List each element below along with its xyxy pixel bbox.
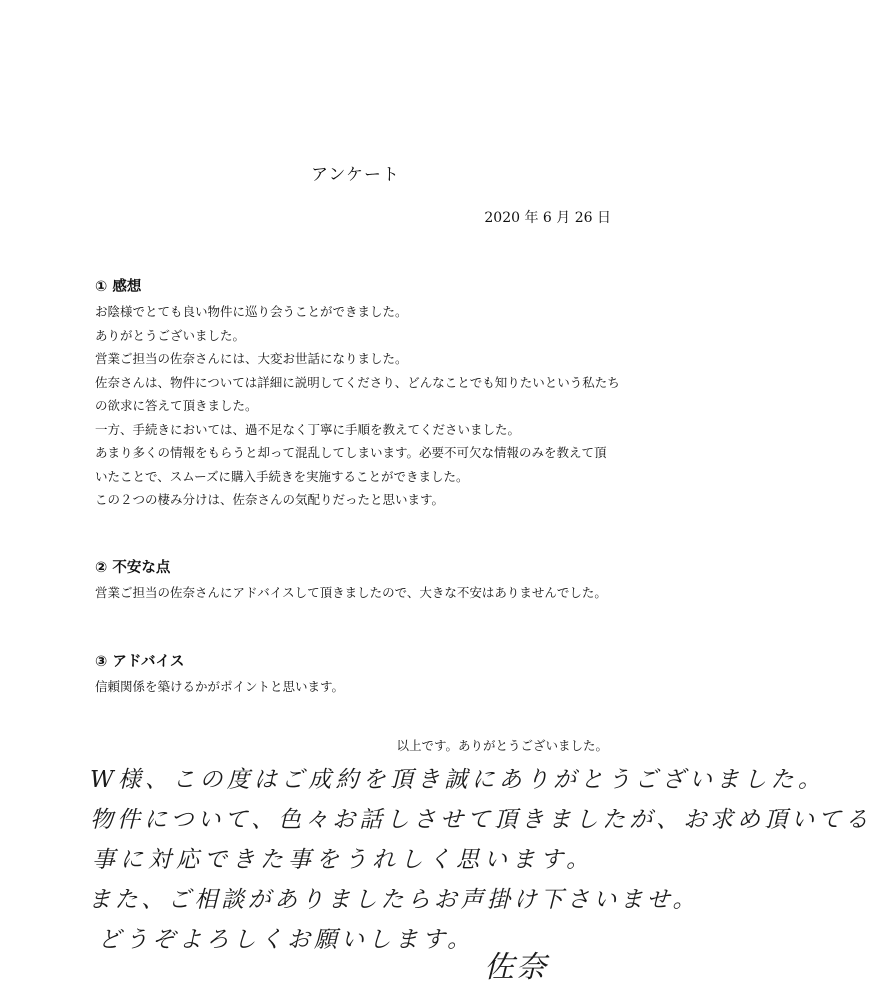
handwritten-reply <box>84 760 872 960</box>
text-line: お陰様でとても良い物件に巡り会うことができました。 <box>95 304 408 319</box>
section-body <box>95 300 635 512</box>
handwritten-line: 物件について、色々お話しさせて頂きましたが、お求め頂いてる <box>90 807 872 833</box>
handwritten-signature: 佐奈 <box>484 950 548 985</box>
section-body <box>95 581 635 605</box>
closing-remark: 以上です。ありがとうございました。 <box>396 738 608 753</box>
section-heading: ② 不安な点 <box>95 560 171 576</box>
handwritten-line: 事に対応できた事をうれしく思います。 <box>92 847 595 873</box>
text-line: ありがとうございました。 <box>95 327 246 343</box>
text-line: この２つの棲み分けは、佐奈さんの気配りだったと思います。 <box>95 492 445 507</box>
text-line: いたことで、スムーズに購入手続きを実施することができました。 <box>95 468 469 484</box>
text-line: 営業ご担当の佐奈さんには、大変お世話になりました。 <box>95 351 408 366</box>
text-line: 佐奈さんは、物件については詳細に説明してくださり、どんなことでも知りたいという私たち <box>95 374 620 390</box>
section-concerns <box>95 557 635 605</box>
text-line: 一方、手続きにおいては、過不足なく丁寧に手順を教えてくださいました。 <box>95 421 521 437</box>
handwritten-line: また、ご相談がありましたらお声掛け下さいませ。 <box>88 887 700 913</box>
section-impressions <box>95 276 635 512</box>
handwritten-line: どうぞよろしくお願いします。 <box>98 927 475 953</box>
text-line: あまり多くの情報をもらうと却って混乱してしまいます。必要不可欠な情報のみを教えて頂 <box>95 445 607 460</box>
text-line: 信頼関係を築けるかがポイントと思います。 <box>95 679 345 694</box>
section-heading: ① 感想 <box>95 279 142 295</box>
text-line: 営業ご担当の佐奈さんにアドバイスして頂きましたので、大きな不安はありませんでした。 <box>95 585 607 600</box>
document-title: アンケート <box>311 165 400 185</box>
section-heading: ③ アドバイス <box>95 654 185 670</box>
section-advice <box>95 651 635 699</box>
section-body <box>95 675 635 699</box>
handwritten-line: W様、この度はご成約を頂き誠にありがとうございました。 <box>90 767 826 793</box>
text-line: の欲求に答えて頂きました。 <box>95 398 258 413</box>
document-date: 2020 年 6 月 26 日 <box>484 210 611 226</box>
